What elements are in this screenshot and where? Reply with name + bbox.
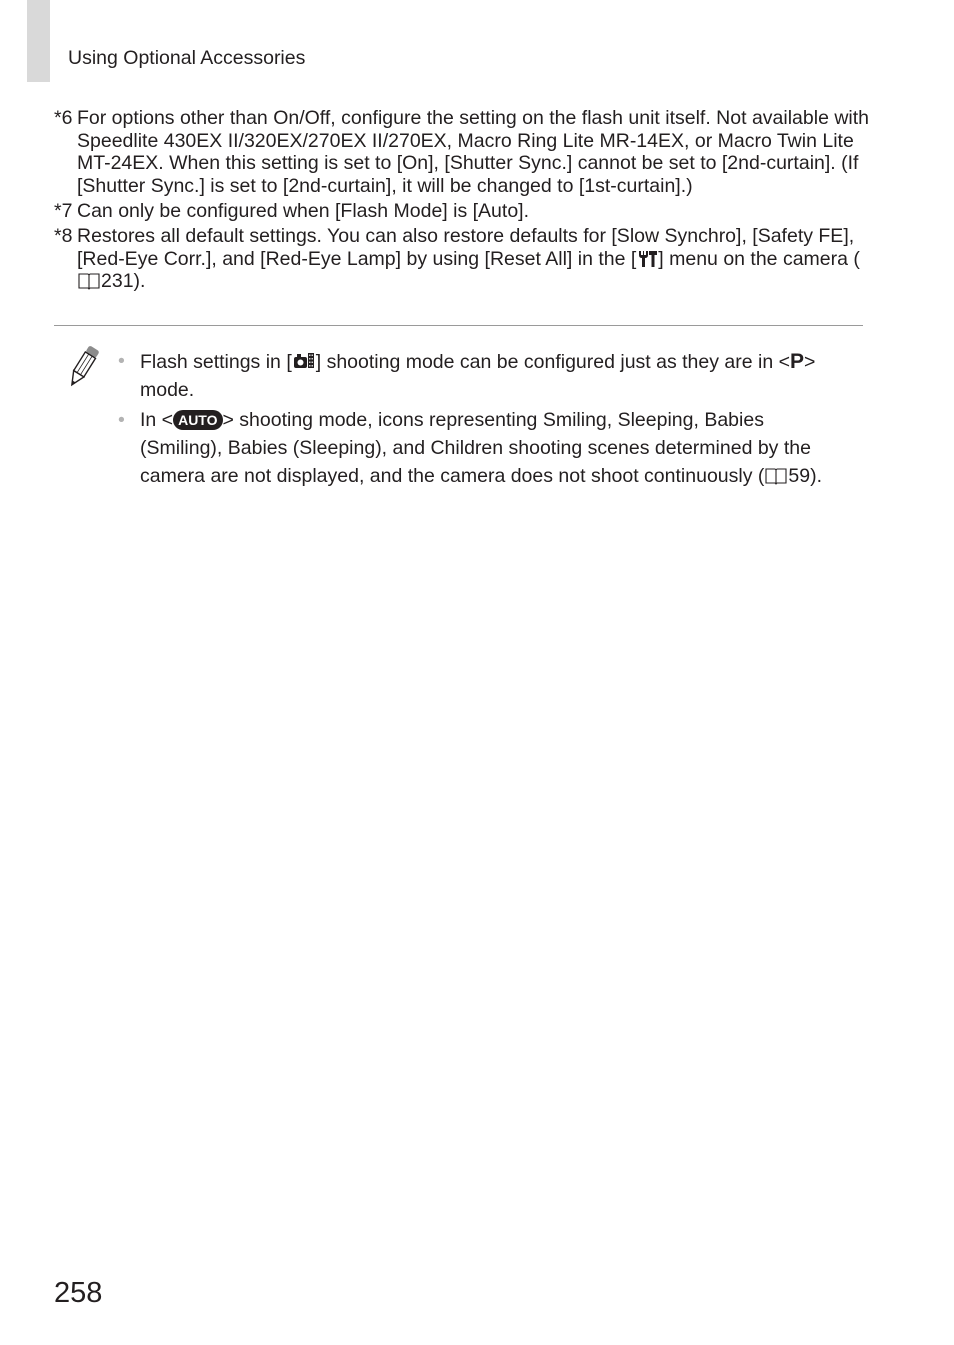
- footnote-6: [54, 107, 869, 197]
- footnote-7: [54, 200, 869, 223]
- footnote-marker: *7: [54, 199, 73, 222]
- bullet-icon: •: [118, 409, 125, 432]
- notes-list: [118, 348, 843, 493]
- section-title: Using Optional Accessories: [68, 47, 306, 69]
- note-item: [118, 407, 843, 490]
- footnote-marker: *8: [54, 225, 73, 248]
- section-tab-marker: [27, 0, 50, 82]
- section-divider: [54, 325, 863, 326]
- book-reference-icon: [77, 272, 101, 290]
- program-mode-icon: P: [790, 350, 805, 373]
- auto-mode-icon: AUTO: [173, 410, 222, 430]
- footnote-marker: *6: [54, 107, 73, 129]
- note-item: [118, 348, 843, 405]
- footnote-8: [54, 225, 869, 293]
- page-reference: 59: [788, 464, 811, 487]
- note-text: In < AUTO > shooting mode, icons representing Smiling, Sleeping, Babies (Smiling), Babies (Sleeping), and Children shooting scenes determined by the camera are not displayed, and the camera does not shoot continuously ( 59).: [140, 409, 822, 487]
- footnote-text: Restores all default settings. You can also restore defaults for [Slow Synchro], [Safety FE], [Red-Eye Corr.], and [Red-Eye Lamp] by using [Reset All] in the [ ] menu on the camera (231).: [77, 225, 860, 293]
- footnote-text: For options other than On/Off, configure the setting on the flash unit itself. Not available with Speedlite 430EX II/320EX/270EX II/270EX, Macro Ring Lite MR-14EX, or Macro Twin Lite MT-24EX. When this setting is set to [On], [Shutter Sync.] cannot be set to [2nd-curtain]. (If [Shutter Sync.] is set to [2nd-curtain], it will be changed to [1st-curtain].): [77, 107, 870, 197]
- note-text: Flash settings in [ ] shooting mode can be configured just as they are in <P> mode.: [140, 350, 816, 401]
- footnote-text: Can only be configured when [Flash Mode] is [Auto].: [77, 199, 530, 222]
- bullet-icon: •: [118, 350, 125, 372]
- setup-menu-icon: [636, 250, 658, 268]
- footnotes: [54, 107, 869, 296]
- movie-digest-mode-icon: [292, 351, 316, 371]
- book-reference-icon: [764, 467, 788, 485]
- page-number: 258: [54, 1277, 103, 1309]
- pencil-note-icon: [63, 344, 103, 390]
- page-reference: 231: [101, 270, 134, 293]
